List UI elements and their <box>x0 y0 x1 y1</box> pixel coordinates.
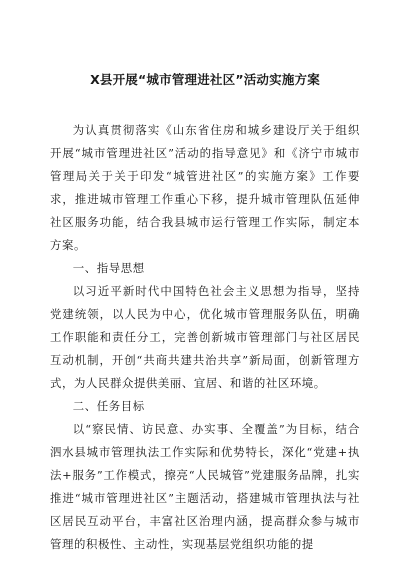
document-title: X县开展“城市管理进社区”活动实施方案 <box>90 72 320 87</box>
intro-paragraph: 为认真贯彻落实《山东省住房和城乡建设厅关于组织开展“城市管理进社区”活动的指导意见》和《济宁市城市管理局关于关于印发“城管进社区”的实施方案》工作要求，推进城市管理工作重心下移，提升城市管理队伍延伸社区服务功能，结合我县城市运行管理工作实际，制定本方案。 <box>50 123 360 252</box>
task-goals-paragraph: 以“察民情、访民意、办实事、全覆盖”为目标，结合泗水县城市管理执法工作实际和优势特长，深化“党建+执法+服务”工作模式，擦亮“人民城管”党建服务品牌，扎实推进“城市管理进社区”主题活动，搭建城市管理执法与社区居民互动平台，丰富社区治理内涵，提高群众参与城市管理的积极性、主动性，实现基层党组织功能的提 <box>50 422 360 551</box>
section-heading-guiding-ideology: 一、指导思想 <box>72 261 145 275</box>
guiding-ideology-paragraph: 以习近平新时代中国特色社会主义思想为指导，坚持党建统领，以人民为中心，优化城市管理服务队伍，明确工作职能和责任分工，完善创新城市管理部门与社区居民互动机制，开创“共商共建共治共享”新局面，创新管理方式，为人民群众提供美丽、宜居、和谐的社区环境。 <box>50 284 360 390</box>
section-heading-task-goals: 二、任务目标 <box>72 399 145 413</box>
